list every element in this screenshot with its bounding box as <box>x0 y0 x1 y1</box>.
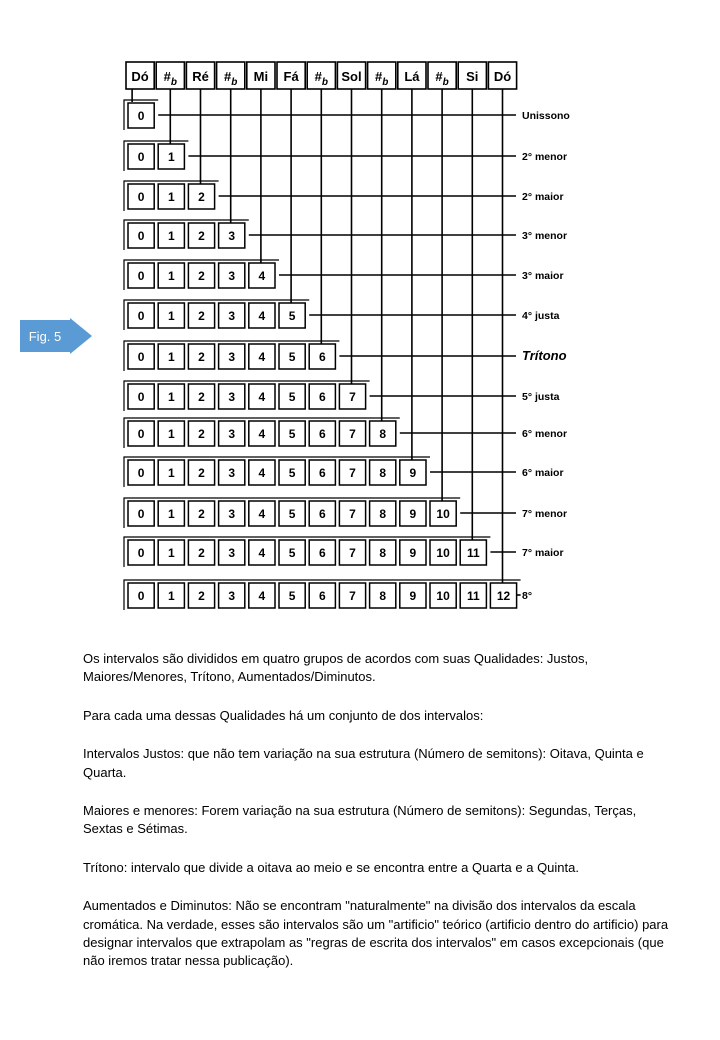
semitone-number: 7 <box>349 546 356 560</box>
semitone-number: 10 <box>436 507 450 521</box>
semitone-number: 1 <box>167 269 175 283</box>
semitone-number: 6 <box>318 507 326 521</box>
semitone-number: 5 <box>288 546 296 560</box>
interval-name: Unissono <box>522 110 570 122</box>
interval-row <box>124 580 521 610</box>
semitone-number: 3 <box>228 427 236 441</box>
semitone-number: 0 <box>137 269 145 283</box>
interval-row <box>124 418 516 448</box>
interval-name: 5° justa <box>522 391 560 403</box>
header-note: Mi <box>253 69 269 84</box>
semitone-number: 10 <box>436 589 450 603</box>
semitone-number: 5 <box>288 466 296 480</box>
semitone-number: 1 <box>167 309 175 323</box>
semitone-number: 2 <box>198 427 205 441</box>
semitone-number: 4 <box>258 589 266 603</box>
interval-name: 3° menor <box>522 230 568 242</box>
semitone-number: 5 <box>288 390 296 404</box>
interval-row <box>124 100 516 130</box>
semitone-number: 0 <box>137 190 145 204</box>
interval-row <box>124 341 516 371</box>
semitone-number: 1 <box>167 150 175 164</box>
header-note: $\#_b$ <box>435 69 449 88</box>
semitone-number: 2 <box>198 507 205 521</box>
interval-name: 8° <box>522 590 533 602</box>
chromatic-header-row <box>126 62 517 89</box>
semitone-number: 9 <box>409 589 417 603</box>
semitone-number: 3 <box>228 309 236 323</box>
semitone-number: 1 <box>167 350 175 364</box>
semitone-number: 2 <box>198 190 205 204</box>
semitone-number: 2 <box>198 309 205 323</box>
semitone-number: 8 <box>379 589 387 603</box>
semitone-number: 3 <box>228 546 236 560</box>
semitone-number: 6 <box>318 466 326 480</box>
semitone-number: 2 <box>198 229 205 243</box>
paragraph: Aumentados e Diminutos: Não se encontram "naturalmente" na divisão dos intervalos da escala cromática. Na verdade, esses são intervalos são um "artificio" teórico (artificio dentro do artificio) para designar intervalos que extrapolam as "regras de escrita dos intervalos" em casos excepcionais (que não iremos tratar nessa publicação). <box>83 898 669 969</box>
semitone-number: 8 <box>379 466 387 480</box>
header-note: $\#_b$ <box>375 69 389 88</box>
interval-name: 3° maior <box>522 270 564 282</box>
semitone-number: 11 <box>466 546 480 560</box>
semitone-number: 7 <box>349 589 356 603</box>
semitone-number: 3 <box>228 350 236 364</box>
interval-row <box>124 498 516 528</box>
interval-name: 2° maior <box>522 191 564 203</box>
interval-name: 4° justa <box>522 310 560 322</box>
semitone-number: 12 <box>496 589 511 603</box>
semitone-number: 3 <box>228 390 236 404</box>
semitone-number: 0 <box>137 229 145 243</box>
interval-row <box>124 260 516 290</box>
semitone-number: 7 <box>349 466 356 480</box>
paragraph: Trítono: intervalo que divide a oitava ao meio e se encontra entre a Quarta e a Quinta. <box>83 859 579 875</box>
semitone-number: 3 <box>228 507 236 521</box>
interval-row <box>124 537 516 567</box>
semitone-number: 1 <box>167 229 175 243</box>
semitone-number: 10 <box>436 546 450 560</box>
interval-row <box>124 181 516 211</box>
semitone-number: 1 <box>167 390 175 404</box>
semitone-number: 9 <box>409 507 417 521</box>
semitone-number: 7 <box>349 390 356 404</box>
semitone-number: 5 <box>288 589 296 603</box>
semitone-number: 0 <box>137 507 145 521</box>
semitone-number: 4 <box>258 466 266 480</box>
semitone-number: 4 <box>258 507 266 521</box>
semitone-number: 0 <box>137 466 145 480</box>
header-note: Ré <box>192 69 209 84</box>
semitone-number: 3 <box>228 229 236 243</box>
interval-labels <box>522 110 570 602</box>
header-note: $\#_b$ <box>224 69 238 88</box>
interval-row <box>124 457 516 487</box>
semitone-number: 3 <box>228 466 236 480</box>
interval-name: 6° maior <box>522 467 564 479</box>
interval-row <box>124 220 516 250</box>
figure-label: Fig. 5 <box>28 329 62 344</box>
semitone-number: 6 <box>318 350 326 364</box>
semitone-number: 3 <box>228 269 236 283</box>
semitone-number: 6 <box>318 427 326 441</box>
semitone-number: 0 <box>137 589 145 603</box>
semitone-number: 1 <box>167 589 175 603</box>
semitone-number: 6 <box>318 589 326 603</box>
semitone-number: 1 <box>167 466 175 480</box>
semitone-number: 1 <box>167 546 175 560</box>
semitone-number: 2 <box>198 589 205 603</box>
header-note: Dó <box>131 69 149 84</box>
semitone-number: 0 <box>137 350 145 364</box>
semitone-number: 4 <box>258 350 266 364</box>
semitone-number: 4 <box>258 309 266 323</box>
interval-row <box>124 300 516 330</box>
semitone-number: 4 <box>258 546 266 560</box>
semitone-number: 1 <box>167 427 175 441</box>
semitone-number: 4 <box>258 427 266 441</box>
semitone-number: 0 <box>137 109 145 123</box>
interval-name: 6° menor <box>522 428 568 440</box>
paragraph: Maiores e menores: Forem variação na sua estrutura (Número de semitons): Segundas, Terças, Sextas e Sétimas. <box>83 803 637 837</box>
semitone-number: 5 <box>288 507 296 521</box>
semitone-number: 0 <box>137 150 145 164</box>
interval-name: 2° menor <box>522 151 568 163</box>
semitone-number: 8 <box>379 546 387 560</box>
header-note: $\#_b$ <box>314 69 328 88</box>
semitone-number: 6 <box>318 546 326 560</box>
semitone-number: 2 <box>198 390 205 404</box>
header-note: Si <box>466 69 479 84</box>
semitone-number: 0 <box>137 390 145 404</box>
semitone-number: 8 <box>379 427 387 441</box>
interval-name: 7° menor <box>522 508 568 520</box>
header-note: $\#_b$ <box>163 69 177 88</box>
semitone-number: 5 <box>288 309 296 323</box>
semitone-number: 5 <box>288 427 296 441</box>
semitone-number: 9 <box>409 466 417 480</box>
semitone-number: 0 <box>137 546 145 560</box>
header-note: Lá <box>404 69 420 84</box>
semitone-number: 3 <box>228 589 236 603</box>
header-note: Dó <box>493 69 512 84</box>
header-note: Sol <box>341 69 362 84</box>
semitone-number: 1 <box>167 507 175 521</box>
paragraph: Intervalos Justos: que não tem variação na sua estrutura (Número de semitons): Oitava, Quinta e Quarta. <box>83 746 644 780</box>
semitone-number: 0 <box>137 427 145 441</box>
semitone-number: 6 <box>318 390 326 404</box>
semitone-number: 4 <box>258 269 266 283</box>
paragraph: Os intervalos são divididos em quatro grupos de acordos com suas Qualidades: Justos, Maiores/Menores, Trítono, Aumentados/Diminutos. <box>83 651 589 685</box>
semitone-number: 2 <box>198 350 205 364</box>
semitone-number: 2 <box>198 466 205 480</box>
semitone-number: 11 <box>466 589 480 603</box>
paragraph: Para cada uma dessas Qualidades há um conjunto de dos intervalos: <box>83 707 484 723</box>
semitone-number: 0 <box>137 309 145 323</box>
semitone-number: 9 <box>409 546 417 560</box>
interval-row <box>124 381 516 411</box>
header-note: Fá <box>283 69 299 84</box>
interval-row <box>124 141 516 171</box>
semitone-number: 7 <box>349 507 356 521</box>
semitone-number: 2 <box>198 546 205 560</box>
semitone-number: 1 <box>167 190 175 204</box>
semitone-number: 8 <box>379 507 387 521</box>
interval-name: 7° maior <box>522 547 564 559</box>
interval-name: Trítono <box>522 348 567 363</box>
body-text <box>83 650 673 991</box>
semitone-number: 7 <box>349 427 356 441</box>
semitone-number: 5 <box>288 350 296 364</box>
semitone-number: 4 <box>258 390 266 404</box>
semitone-number: 2 <box>198 269 205 283</box>
interval-rows <box>124 100 521 610</box>
